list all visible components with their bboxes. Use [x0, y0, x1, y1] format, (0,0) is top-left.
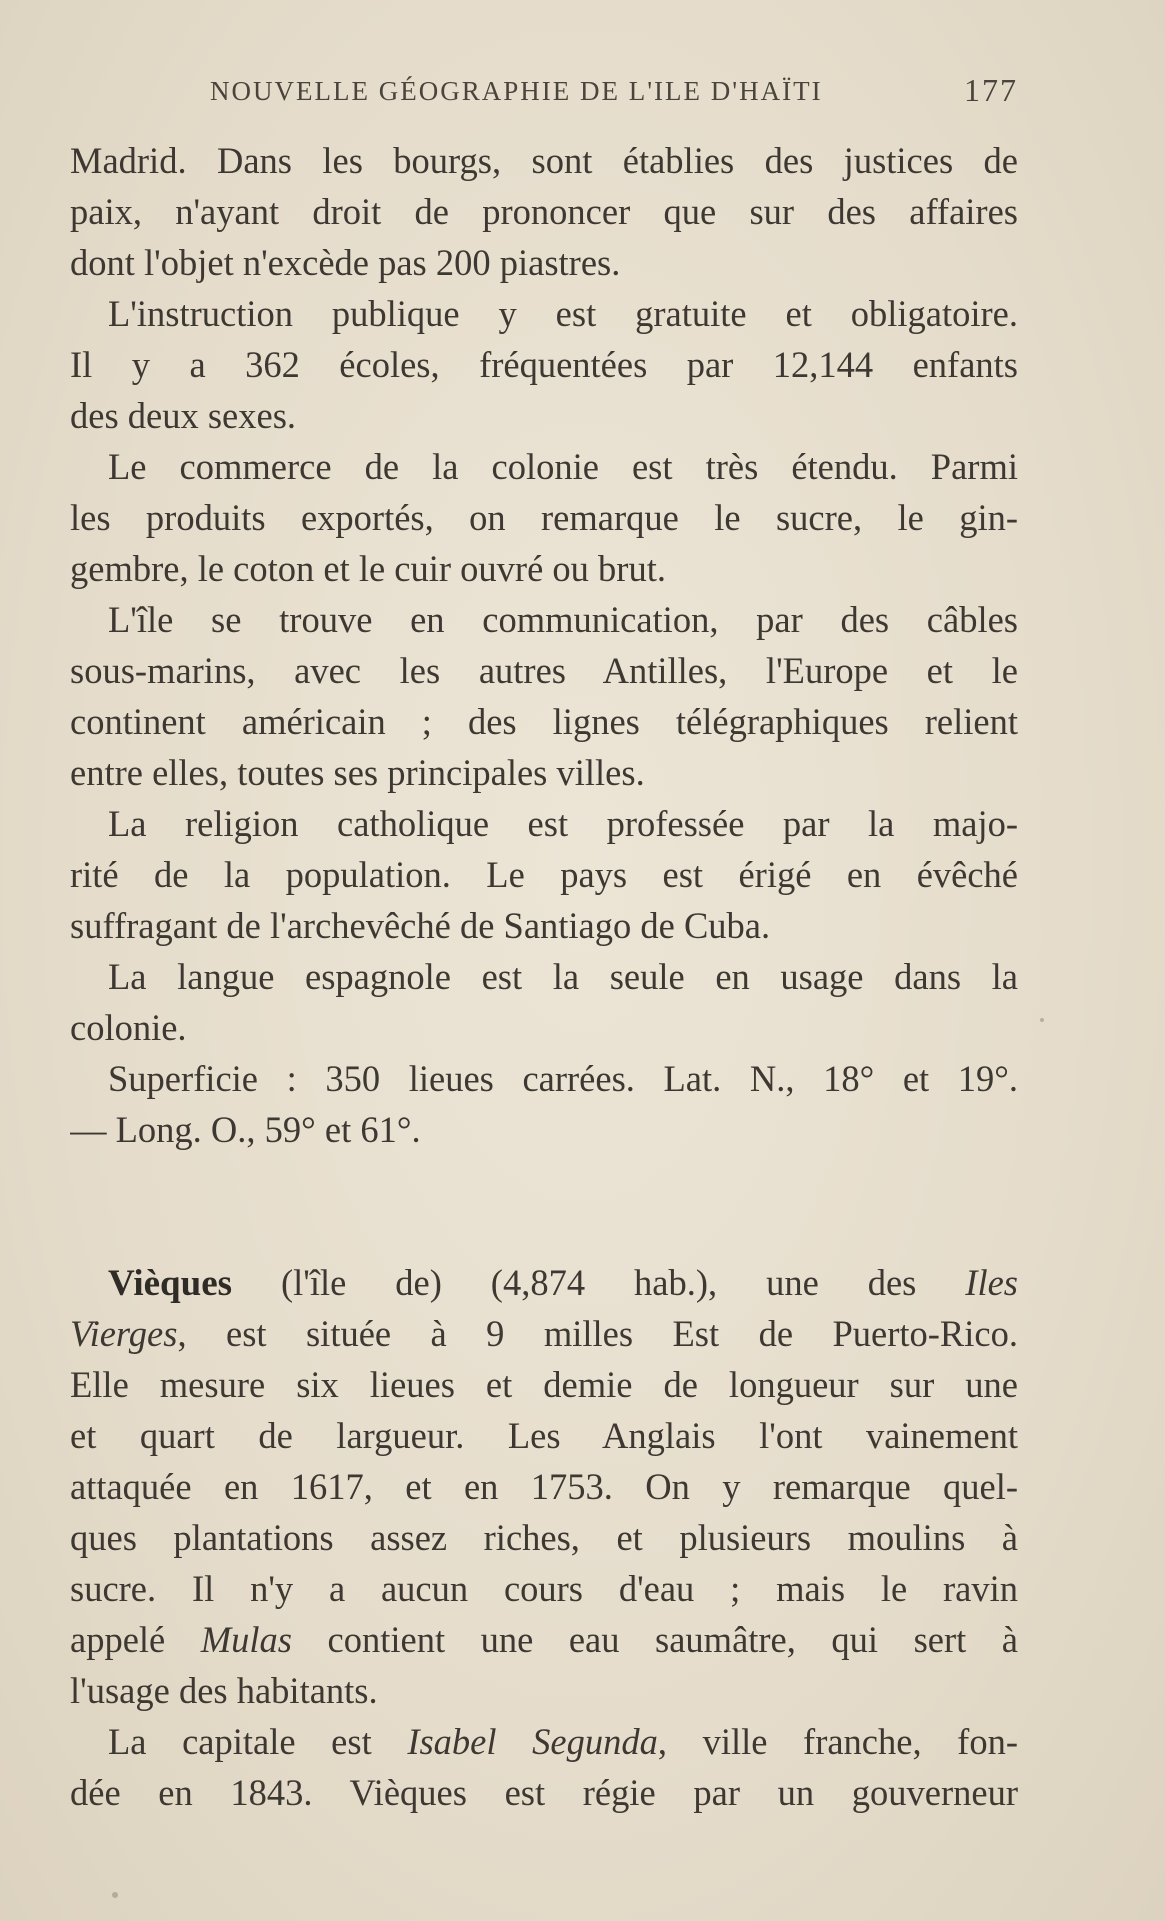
page-header [70, 72, 1018, 116]
vieques-italic: Mulas [200, 1619, 293, 1660]
text-line: colonie. [70, 1007, 187, 1048]
vieques-line-4: et quart de largueur. Les Anglais l'ont vainement [70, 1415, 1018, 1456]
vieques-line-9: l'usage des habitants. [70, 1670, 378, 1711]
vieques-line-7: sucre. Il n'y a aucun cours d'eau ; mais le ravin [70, 1568, 1018, 1609]
vieques-text: La capitale est [108, 1721, 408, 1762]
text-line: des deux sexes. [70, 395, 297, 436]
text-line: Il y a 362 écoles, fréquentées par 12,144 enfants [70, 344, 1018, 385]
text-line: suffragant de l'archevêché de Santiago de Cuba. [70, 905, 771, 946]
text-line: L'île se trouve en communication, par des câbles [108, 599, 1018, 640]
vieques-line-5: attaquée en 1617, et en 1753. On y remarque quel- [70, 1466, 1018, 1507]
paper-speck [112, 1892, 118, 1898]
text-line: dont l'objet n'excède pas 200 piastres. [70, 242, 621, 283]
vieques-line-8 [70, 1614, 1018, 1665]
text-line: La langue espagnole est la seule en usage dans la [108, 956, 1018, 997]
vieques-text: (l'île de) (4,874 hab.), une des [232, 1262, 966, 1303]
text-line: gembre, le coton et le cuir ouvré ou brut. [70, 548, 666, 589]
vieques-headword: Vièques [108, 1263, 233, 1304]
text-line: Madrid. Dans les bourgs, sont établies des justices de [70, 140, 1018, 181]
text-line: paix, n'ayant droit de prononcer que sur des affaires [70, 191, 1018, 232]
text-line: Superficie : 350 lieues carrées. Lat. N., 18° et 19°. [108, 1058, 1018, 1099]
vieques-text: contient une eau saumâtre, qui sert à [292, 1619, 1018, 1660]
vieques-text: , est située à 9 milles Est de Puerto-Rico. [177, 1313, 1018, 1354]
text-line: les produits exportés, on remarque le sucre, le gin- [70, 497, 1018, 538]
running-title: NOUVELLE GÉOGRAPHIE DE L'ILE D'HAÏTI [210, 76, 823, 106]
vieques-line-1 [70, 1257, 1018, 1308]
vieques-line-10 [70, 1716, 1018, 1767]
text-line: Le commerce de la colonie est très étendu. Parmi [108, 446, 1018, 487]
vieques-italic: Vierges [70, 1313, 178, 1354]
text-line: — Long. O., 59° et 61°. [70, 1109, 421, 1150]
body-text [70, 135, 1018, 1818]
text-line: entre elles, toutes ses principales villes. [70, 752, 645, 793]
page-number: 177 [964, 72, 1018, 108]
vieques-line-11: dée en 1843. Vièques est régie par un gouverneur [70, 1772, 1018, 1813]
text-line: continent américain ; des lignes télégraphiques relient [70, 701, 1018, 742]
text-line: La religion catholique est professée par la majo- [108, 803, 1018, 844]
vieques-italic: Isabel Segunda [407, 1721, 658, 1762]
vieques-line-6: ques plantations assez riches, et plusieurs moulins à [70, 1517, 1018, 1558]
text-line: L'instruction publique y est gratuite et obligatoire. [108, 293, 1018, 334]
vieques-text: appelé [70, 1619, 201, 1660]
vieques-line-3: Elle mesure six lieues et demie de longueur sur une [70, 1364, 1018, 1405]
vieques-text: , ville franche, fon- [657, 1721, 1018, 1762]
paper-speck [1040, 1018, 1044, 1022]
vieques-italic: Iles [965, 1262, 1018, 1303]
vieques-line-2 [70, 1308, 1018, 1359]
text-line: sous-marins, avec les autres Antilles, l'Europe et le [70, 650, 1018, 691]
section-gap [70, 1155, 1018, 1257]
text-line: rité de la population. Le pays est érigé en évêché [70, 854, 1018, 895]
